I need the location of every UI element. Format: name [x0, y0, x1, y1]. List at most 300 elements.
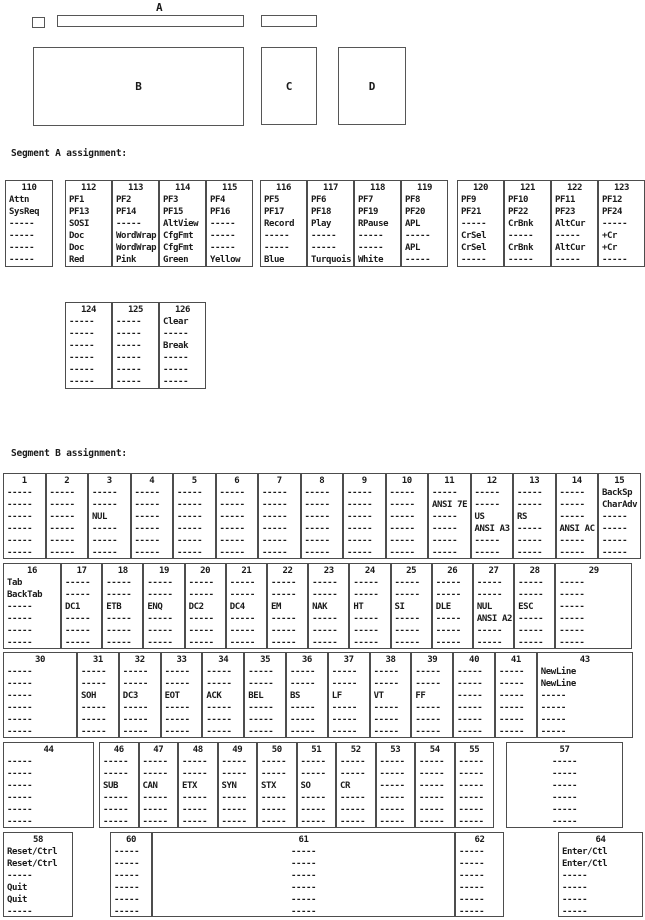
key-number: 35 [260, 655, 271, 665]
key-55 [455, 742, 495, 828]
key-assignment-line: ----- [290, 859, 317, 869]
key-assignment-line: RS [517, 512, 528, 522]
key-assignment-line: ----- [559, 548, 585, 558]
key-assignment-line: PF16 [210, 207, 231, 217]
key-assignment-line: ----- [373, 727, 399, 737]
key-31 [77, 652, 119, 738]
key-54 [415, 742, 455, 828]
key-assignment-line: ----- [114, 883, 140, 893]
key-assignment-line: ----- [164, 667, 190, 677]
key-assignment-line: ----- [114, 859, 140, 869]
key-assignment-line: ----- [394, 626, 420, 636]
key-number: 32 [134, 655, 145, 665]
key-44 [3, 742, 94, 828]
key-number: 55 [469, 745, 480, 755]
segment-a-row-2 [3, 302, 206, 389]
key-assignment-line: ----- [562, 883, 588, 893]
key-assignment-line: ----- [290, 847, 317, 857]
key-28 [514, 563, 555, 649]
key-assignment-line: ----- [457, 691, 483, 701]
key-assignment-line: ----- [394, 614, 420, 624]
key-assignment-line: +Cr [602, 243, 618, 253]
key-assignment-line: CfgFmt [163, 243, 194, 253]
key-assignment-line: ----- [7, 500, 33, 510]
key-assignment-line: ----- [289, 715, 316, 725]
key-assignment-line: ----- [188, 578, 214, 588]
key-assignment-line: ----- [419, 769, 445, 779]
key-assignment-line: ----- [347, 500, 373, 510]
key-assignment-line: ----- [562, 907, 588, 917]
key-assignment-line: PF19 [358, 207, 379, 217]
overview-small-key-box [32, 17, 45, 28]
key-53 [376, 742, 416, 828]
key-125 [112, 302, 159, 389]
key-32 [119, 652, 161, 738]
key-assignment-line: ----- [103, 805, 129, 815]
key-assignment-line: NewLine [540, 679, 576, 689]
key-122 [551, 180, 598, 267]
key-assignment-line: ----- [206, 679, 232, 689]
key-assignment-line: ----- [379, 793, 405, 803]
key-number: 41 [510, 655, 521, 665]
key-assignment-line: ----- [347, 548, 373, 558]
key-number: 31 [92, 655, 103, 665]
key-assignment-line: ----- [116, 353, 142, 363]
key-assignment-line: DC4 [229, 602, 245, 612]
key-assignment-line: ----- [7, 715, 33, 725]
key-assignment-line: VT [373, 691, 384, 701]
key-assignment-line: ----- [65, 638, 91, 648]
key-assignment-line: ----- [92, 536, 118, 546]
key-119 [401, 180, 448, 267]
key-number: 123 [613, 183, 630, 193]
key-assignment-line: ----- [340, 817, 366, 827]
key-assignment-line: Attn [9, 195, 30, 205]
key-assignment-line: ----- [92, 548, 118, 558]
key-assignment-line: ----- [116, 341, 142, 351]
key-assignment-line: Reset/Ctrl [7, 859, 58, 869]
key-assignment-line: ----- [134, 500, 160, 510]
key-assignment-line: ----- [122, 703, 148, 713]
key-36 [286, 652, 328, 738]
key-assignment-line: ----- [206, 667, 232, 677]
key-assignment-line: Yellow [210, 255, 241, 265]
key-23 [308, 563, 349, 649]
key-assignment-line: ----- [7, 614, 33, 624]
key-assignment-line: ----- [602, 219, 628, 229]
key-assignment-line: ----- [458, 805, 484, 815]
key-assignment-line: ----- [300, 817, 326, 827]
key-assignment-line: ----- [540, 691, 566, 701]
key-assignment-line: ----- [229, 638, 255, 648]
key-assignment-line: ----- [555, 231, 581, 241]
key-number: 64 [595, 835, 606, 845]
key-assignment-line: ----- [134, 524, 160, 534]
key-assignment-line: PF14 [116, 207, 137, 217]
key-assignment-line: ----- [103, 769, 129, 779]
key-assignment-line: ----- [405, 255, 431, 265]
key-assignment-line: APL [405, 219, 421, 229]
key-number: 22 [282, 566, 293, 576]
key-assignment-line: SOSI [69, 219, 90, 229]
key-assignment-line: SI [394, 602, 405, 612]
key-assignment-line: ----- [353, 638, 379, 648]
key-17 [61, 563, 102, 649]
key-assignment-line: CAN [142, 781, 158, 791]
key-assignment-line: ----- [49, 488, 75, 498]
key-assignment-line: ----- [116, 219, 142, 229]
key-124 [65, 302, 112, 389]
key-assignment-line: ----- [49, 512, 75, 522]
key-assignment-line: BEL [248, 691, 264, 701]
key-assignment-line: EM [270, 602, 281, 612]
key-34 [202, 652, 244, 738]
key-number: 23 [323, 566, 334, 576]
key-assignment-line: ----- [435, 578, 461, 588]
key-assignment-line: Quit [7, 883, 28, 893]
key-assignment-line: ----- [262, 536, 288, 546]
key-assignment-line: PF1 [69, 195, 85, 205]
key-assignment-line: PF13 [69, 207, 90, 217]
key-assignment-line: ----- [65, 578, 91, 588]
key-number: 122 [566, 183, 583, 193]
key-assignment-line: ----- [69, 329, 95, 339]
key-8 [301, 473, 344, 559]
key-assignment-line: PF2 [116, 195, 132, 205]
key-number: 12 [486, 476, 497, 486]
key-assignment-line: WordWrap [116, 243, 157, 253]
key-assignment-line: ----- [142, 757, 168, 767]
key-assignment-line: Enter/Ctl [562, 847, 608, 857]
key-assignment-line: ----- [248, 703, 274, 713]
key-assignment-line: ----- [248, 667, 274, 677]
key-assignment-line: ----- [182, 817, 208, 827]
overview-section-d-box [338, 47, 406, 125]
key-assignment-line: ----- [559, 614, 585, 624]
key-assignment-line: ----- [415, 727, 441, 737]
key-assignment-line: ----- [7, 548, 33, 558]
key-assignment-line: ----- [7, 793, 33, 803]
key-assignment-line: ----- [261, 769, 287, 779]
key-117 [307, 180, 354, 267]
key-assignment-line: ----- [65, 614, 91, 624]
key-assignment-line: ----- [518, 614, 544, 624]
key-number: 36 [301, 655, 312, 665]
key-assignment-line: ----- [261, 817, 287, 827]
key-assignment-line: ----- [517, 500, 543, 510]
key-assignment-line: DC1 [65, 602, 81, 612]
key-assignment-line: ----- [49, 548, 75, 558]
key-assignment-line: CrSel [461, 243, 487, 253]
key-assignment-line: ----- [7, 602, 33, 612]
key-assignment-line: BS [289, 691, 301, 701]
key-assignment-line: ----- [188, 614, 214, 624]
key-assignment-line: ----- [188, 638, 214, 648]
key-assignment-line: AltView [163, 219, 199, 229]
key-assignment-line: ----- [340, 769, 366, 779]
key-number: 112 [80, 183, 97, 193]
key-assignment-line: ----- [331, 703, 357, 713]
key-26 [432, 563, 473, 649]
key-assignment-line: ----- [304, 536, 330, 546]
key-assignment-line: ----- [312, 578, 338, 588]
key-number: 110 [21, 183, 37, 193]
key-assignment-line: ----- [270, 638, 297, 648]
key-assignment-line: ----- [219, 500, 245, 510]
key-assignment-line: ----- [432, 512, 458, 522]
key-assignment-line: ----- [142, 805, 168, 815]
key-assignment-line: Red [69, 255, 85, 265]
key-number: 7 [276, 476, 282, 486]
key-assignment-line: ----- [517, 524, 543, 534]
key-assignment-line: ----- [103, 793, 129, 803]
key-43 [537, 652, 633, 738]
key-assignment-line: ----- [540, 715, 566, 725]
key-assignment-line: PF22 [508, 207, 529, 217]
key-number: 21 [241, 566, 252, 576]
key-assignment-line: DC3 [122, 691, 138, 701]
key-113 [112, 180, 159, 267]
key-assignment-line: ----- [476, 590, 502, 600]
key-assignment-line: PF3 [163, 195, 179, 205]
key-assignment-line: ----- [312, 638, 338, 648]
key-assignment-line: ----- [221, 757, 247, 767]
key-number: 115 [221, 183, 238, 193]
key-assignment-line: ----- [103, 757, 129, 767]
key-assignment-line: ----- [262, 524, 288, 534]
key-assignment-line: SYN [221, 781, 237, 791]
key-assignment-line: ----- [435, 614, 461, 624]
key-assignment-line: ----- [602, 536, 628, 546]
key-assignment-line: ----- [290, 871, 317, 881]
key-assignment-line: ----- [602, 255, 628, 265]
key-assignment-line: PF5 [264, 195, 280, 205]
key-number: 33 [176, 655, 187, 665]
key-assignment-line: ----- [459, 883, 485, 893]
key-assignment-line: ----- [7, 638, 33, 648]
key-39 [411, 652, 453, 738]
key-assignment-line: ----- [419, 817, 445, 827]
key-assignment-line: ----- [177, 548, 203, 558]
key-118 [354, 180, 401, 267]
key-assignment-line: ----- [49, 500, 75, 510]
key-assignment-line: SOH [81, 691, 97, 701]
key-assignment-line: ----- [261, 805, 287, 815]
key-assignment-line: ----- [142, 817, 168, 827]
key-number: 11 [444, 476, 455, 486]
key-10 [386, 473, 429, 559]
key-assignment-line: HT [353, 602, 364, 612]
key-assignment-line: ----- [69, 377, 95, 387]
key-number: 120 [472, 183, 489, 193]
key-9 [343, 473, 386, 559]
key-number: 58 [32, 835, 44, 845]
key-assignment-line: ----- [81, 667, 107, 677]
overview-top-right-bar [261, 15, 317, 27]
key-assignment-line: ----- [518, 590, 544, 600]
key-assignment-line: ----- [602, 512, 628, 522]
key-assignment-line: PF15 [163, 207, 184, 217]
key-30 [3, 652, 77, 738]
key-assignment-line: ----- [92, 524, 118, 534]
key-assignment-line: ----- [498, 715, 525, 725]
key-114 [159, 180, 206, 267]
key-assignment-line: ----- [163, 377, 189, 387]
key-assignment-line: ----- [206, 715, 232, 725]
key-number: 46 [113, 745, 124, 755]
key-assignment-line: EOT [164, 691, 180, 701]
key-assignment-line: ----- [559, 500, 585, 510]
key-assignment-line: ----- [353, 614, 379, 624]
key-assignment-line: ----- [164, 715, 190, 725]
overview-section-c-box [261, 47, 317, 125]
key-116 [260, 180, 307, 267]
key-assignment-line: SysReq [9, 207, 40, 217]
key-assignment-line: ----- [347, 536, 373, 546]
key-assignment-line: ----- [7, 691, 33, 701]
key-assignment-line: PF18 [311, 207, 332, 217]
key-assignment-line: ----- [517, 488, 543, 498]
key-assignment-line: ----- [114, 871, 140, 881]
key-assignment-line: ----- [379, 781, 405, 791]
key-assignment-line: ----- [81, 679, 107, 689]
key-assignment-line: ----- [122, 715, 148, 725]
key-6 [216, 473, 259, 559]
key-number: 119 [416, 183, 433, 193]
key-assignment-line: BackSp [602, 488, 633, 498]
key-assignment-line: ----- [182, 769, 208, 779]
key-126 [159, 302, 206, 389]
key-assignment-line: ----- [7, 626, 33, 636]
key-11 [428, 473, 471, 559]
key-assignment-line: ----- [389, 536, 415, 546]
segment-a-title: Segment A assignment: [11, 148, 127, 159]
key-assignment-line: ----- [458, 769, 484, 779]
segment-b-row-1 [3, 473, 641, 559]
key-assignment-line: ----- [206, 703, 232, 713]
key-assignment-line: ----- [163, 353, 189, 363]
key-assignment-line: ----- [229, 614, 255, 624]
key-assignment-line: ----- [262, 548, 288, 558]
key-assignment-line: ----- [229, 578, 255, 588]
key-assignment-line: ----- [9, 255, 35, 265]
key-assignment-line: ----- [264, 231, 290, 241]
key-assignment-line: ----- [134, 536, 160, 546]
key-assignment-line: ----- [389, 500, 415, 510]
key-assignment-line: ----- [435, 626, 461, 636]
overview-label-b: B [135, 80, 142, 93]
key-number: 44 [43, 745, 54, 755]
key-assignment-line: ----- [373, 679, 399, 689]
key-assignment-line: ----- [221, 769, 247, 779]
key-assignment-line: ----- [551, 817, 578, 827]
key-number: 8 [319, 476, 325, 486]
key-assignment-line: ----- [270, 590, 297, 600]
key-assignment-line: Tab [7, 578, 23, 588]
key-assignment-line: PF12 [602, 195, 623, 205]
key-assignment-line: ----- [551, 769, 578, 779]
key-assignment-line: NAK [312, 602, 328, 612]
key-12 [471, 473, 514, 559]
key-assignment-line: ANSI AC [559, 524, 595, 534]
key-assignment-line: ----- [300, 805, 326, 815]
key-number: 62 [474, 835, 485, 845]
key-64 [558, 832, 643, 917]
key-assignment-line: ----- [498, 691, 525, 701]
key-number: 124 [80, 305, 97, 315]
key-assignment-line: White [358, 255, 384, 265]
key-number: 54 [429, 745, 440, 755]
key-number: 19 [158, 566, 169, 576]
key-assignment-line: RPause [358, 219, 389, 229]
key-number: 13 [529, 476, 540, 486]
key-number: 27 [488, 566, 499, 576]
key-4 [131, 473, 174, 559]
key-assignment-line: ----- [164, 703, 190, 713]
key-assignment-line: ----- [555, 255, 581, 265]
key-assignment-line: ----- [290, 895, 317, 905]
key-assignment-line: ----- [562, 871, 588, 881]
key-assignment-line: ----- [7, 703, 33, 713]
key-assignment-line: ----- [221, 817, 247, 827]
key-assignment-line: ----- [7, 512, 33, 522]
key-33 [161, 652, 203, 738]
key-assignment-line: ----- [210, 243, 236, 253]
key-assignment-line: ----- [508, 255, 534, 265]
key-assignment-line: ----- [476, 626, 502, 636]
key-assignment-line: ----- [248, 679, 274, 689]
key-assignment-line: ----- [9, 219, 35, 229]
key-assignment-line: ----- [122, 667, 148, 677]
key-assignment-line: BackTab [7, 590, 43, 600]
key-assignment-line: ----- [559, 590, 585, 600]
key-assignment-line: ----- [106, 638, 132, 648]
key-assignment-line: ----- [304, 548, 330, 558]
key-assignment-line: ----- [264, 243, 290, 253]
key-assignment-line: PF7 [358, 195, 374, 205]
key-assignment-line: ----- [331, 727, 357, 737]
key-assignment-line: ----- [7, 817, 33, 827]
key-assignment-line: ----- [106, 614, 132, 624]
key-assignment-line: Play [311, 219, 332, 229]
key-assignment-line: ----- [394, 590, 420, 600]
key-assignment-line: ----- [114, 847, 140, 857]
key-assignment-line: PF24 [602, 207, 623, 217]
key-number: 53 [390, 745, 401, 755]
key-number: 14 [571, 476, 582, 486]
key-assignment-line: ----- [419, 757, 445, 767]
key-assignment-line: ----- [81, 703, 107, 713]
key-assignment-line: ----- [459, 847, 485, 857]
key-assignment-line: ----- [69, 365, 95, 375]
key-assignment-line: ----- [289, 727, 316, 737]
key-assignment-line: ----- [405, 231, 431, 241]
key-assignment-line: DC2 [188, 602, 204, 612]
key-number: 43 [579, 655, 590, 665]
key-38 [370, 652, 412, 738]
key-assignment-line: ----- [290, 907, 317, 917]
key-assignment-line: ----- [458, 757, 484, 767]
key-assignment-line: ----- [7, 871, 33, 881]
key-assignment-line: ----- [188, 626, 214, 636]
segment-b-row-4 [3, 742, 623, 828]
key-assignment-line: ----- [7, 907, 33, 917]
key-46 [99, 742, 139, 828]
key-123 [598, 180, 645, 267]
key-assignment-line: ----- [163, 365, 189, 375]
key-112 [65, 180, 112, 267]
key-5 [173, 473, 216, 559]
